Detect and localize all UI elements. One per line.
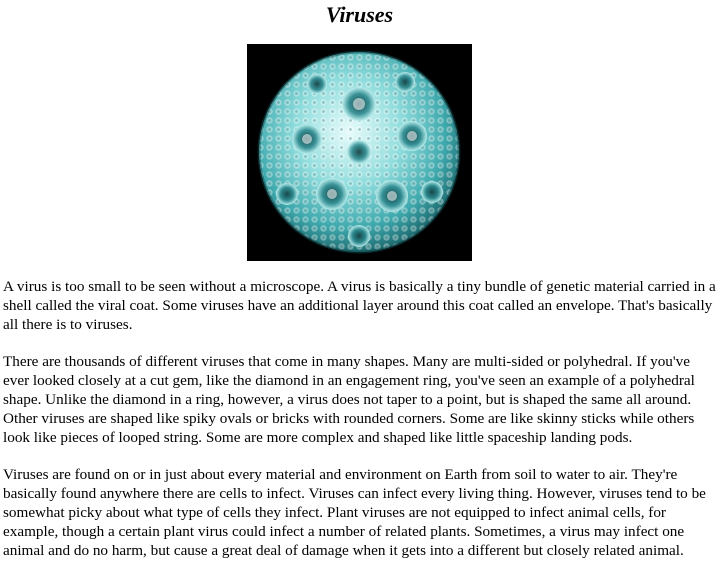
paragraph-intro: A virus is too small to be seen without a microscope. A virus is basically a tiny bundle of genetic material carried in a shell called the viral coat. Some viruses have an additional layer around this coat called an envelope. That's basically all there is to viruses. [3,278,716,333]
page-title: Viruses [325,2,394,27]
paragraph-shapes: There are thousands of different viruses that come in many shapes. Many are multi-sided or polyhedral. If you've ever looked closely at a cut gem, like the diamond in an engagement ring, you've seen an example of a polyhedral shape. Unlike the diamond in a ring, however, a virus does not taper to a point, but is shaped the same all around. Other viruses are shaped like spiky ovals or bricks with rounded corners. Some are like skinny sticks while others look like pieces of looped string. Some are more complex and shaped like little spaceship landing pods. [3,353,695,446]
virus-image [247,44,472,261]
paragraph-environment: Viruses are found on or in just about every material and environment on Earth from soil to water to air. They're basically found anywhere there are cells to infect. Viruses can infect every living thing. However, viruses tend to be somewhat picky about what type of cells they infect. Plant viruses are not equipped to infect animal cells, for example, though a certain plant virus could infect a number of related plants. Sometimes, a virus may infect one animal and do no harm, but cause a great deal of damage when it gets into a different but closely related animal. [3,466,706,559]
virus-capsid-illustration [247,44,472,261]
